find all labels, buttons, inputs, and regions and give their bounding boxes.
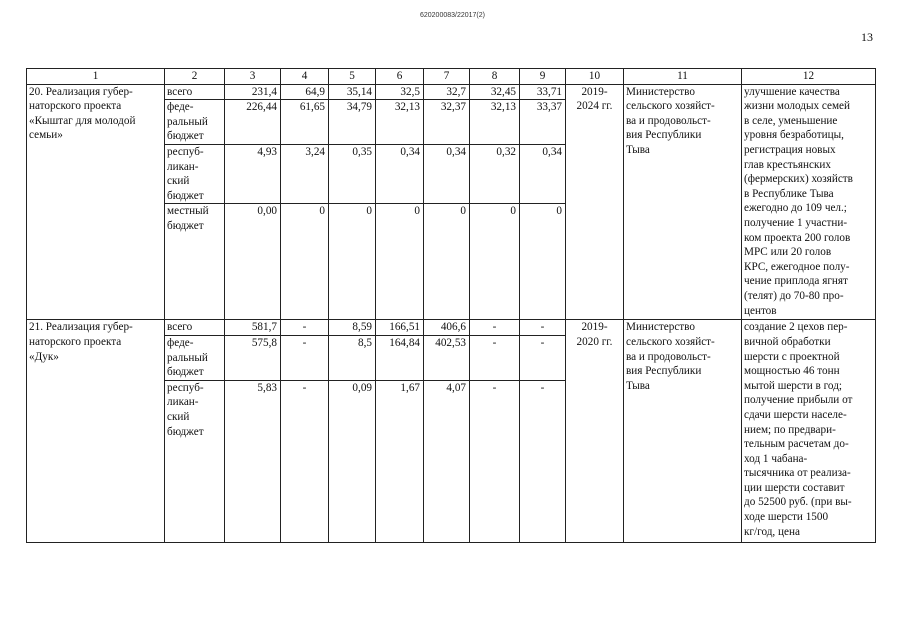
value-cell: 33,71 <box>520 84 566 100</box>
value-cell: - <box>470 320 520 336</box>
value-cell: 0,35 <box>329 144 376 203</box>
header-cell: 6 <box>376 69 424 85</box>
value-cell: 0 <box>281 204 329 320</box>
value-cell: - <box>281 335 329 380</box>
header-cell: 5 <box>329 69 376 85</box>
value-cell: 164,84 <box>376 335 424 380</box>
value-cell: 4,07 <box>424 380 470 542</box>
document-id: 620200083/22017(2) <box>419 12 485 19</box>
value-cell: - <box>470 335 520 380</box>
value-cell: - <box>520 335 566 380</box>
funding-source-cell: всего <box>165 320 225 336</box>
value-cell: 226,44 <box>225 100 281 145</box>
header-cell: 8 <box>470 69 520 85</box>
value-cell: 8,5 <box>329 335 376 380</box>
header-cell: 9 <box>520 69 566 85</box>
funding-source-cell: всего <box>165 84 225 100</box>
header-cell: 11 <box>624 69 742 85</box>
value-cell: 34,79 <box>329 100 376 145</box>
header-cell: 12 <box>742 69 876 85</box>
value-cell: 581,7 <box>225 320 281 336</box>
value-cell: 32,45 <box>470 84 520 100</box>
value-cell: 0 <box>329 204 376 320</box>
value-cell: 32,37 <box>424 100 470 145</box>
value-cell: 0 <box>520 204 566 320</box>
table-row <box>27 320 876 336</box>
value-cell: - <box>520 380 566 542</box>
funding-source-cell: респуб- ликан- ский бюджет <box>165 380 225 542</box>
value-cell: 61,65 <box>281 100 329 145</box>
value-cell: 406,6 <box>424 320 470 336</box>
value-cell: - <box>281 380 329 542</box>
funding-source-cell: феде- ральный бюджет <box>165 335 225 380</box>
executor-cell: Министерство сельского хозяйст- ва и продовольст- вия Республики Тыва <box>624 320 742 542</box>
value-cell: 0,34 <box>424 144 470 203</box>
project-name-cell: 21. Реализация губер- наторского проекта «Дук» <box>27 320 165 542</box>
value-cell: 3,24 <box>281 144 329 203</box>
header-cell: 4 <box>281 69 329 85</box>
value-cell: 0,32 <box>470 144 520 203</box>
value-cell: 166,51 <box>376 320 424 336</box>
value-cell: 1,67 <box>376 380 424 542</box>
value-cell: 0,00 <box>225 204 281 320</box>
value-cell: 8,59 <box>329 320 376 336</box>
period-cell: 2019- 2020 гг. <box>566 320 624 542</box>
value-cell: 5,83 <box>225 380 281 542</box>
project-name-cell: 20. Реализация губер- наторского проекта «Кыштаг для молодой семьи» <box>27 84 165 320</box>
value-cell: 575,8 <box>225 335 281 380</box>
header-cell: 1 <box>27 69 165 85</box>
value-cell: 0 <box>424 204 470 320</box>
executor-cell: Министерство сельского хозяйст- ва и продовольст- вия Республики Тыва <box>624 84 742 320</box>
header-row <box>27 69 876 85</box>
value-cell: - <box>520 320 566 336</box>
value-cell: 0,34 <box>376 144 424 203</box>
value-cell: 402,53 <box>424 335 470 380</box>
funding-source-cell: местный бюджет <box>165 204 225 320</box>
header-cell: 7 <box>424 69 470 85</box>
table-row <box>27 84 876 100</box>
value-cell: 32,13 <box>376 100 424 145</box>
result-cell: улучшение качества жизни молодых семей в селе, уменьшение уровня безработицы, регистрация новых глав крестьянских (фермерских) хозяйств в Республике Тыва ежегодно до 109 чел.; получение 1 участни- ком проекта 200 голов МРС или 20 голов КРС, ежегодное полу- чение приплода ягнят (телят) до 70-80 про- центов <box>742 84 876 320</box>
value-cell: 32,5 <box>376 84 424 100</box>
value-cell: 0 <box>470 204 520 320</box>
value-cell: 35,14 <box>329 84 376 100</box>
funding-source-cell: феде- ральный бюджет <box>165 100 225 145</box>
value-cell: - <box>470 380 520 542</box>
value-cell: 32,13 <box>470 100 520 145</box>
value-cell: 0,34 <box>520 144 566 203</box>
value-cell: 32,7 <box>424 84 470 100</box>
value-cell: 64,9 <box>281 84 329 100</box>
value-cell: 4,93 <box>225 144 281 203</box>
funding-source-cell: респуб- ликан- ский бюджет <box>165 144 225 203</box>
result-cell: создание 2 цехов пер- вичной обработки шерсти с проектной мощностью 46 тонн мытой шерсти в год; получение прибыли от сдачи шерсти населе- нием; по предвари- тельным расчетам до- ход 1 чабана- тысячника от реализа- ции шерсти составит до 52500 руб. (при вы- ходе шерсти 1500 кг/год, цена <box>742 320 876 542</box>
value-cell: 33,37 <box>520 100 566 145</box>
value-cell: 231,4 <box>225 84 281 100</box>
page-number: 13 <box>861 30 873 44</box>
budget-table <box>26 68 876 543</box>
value-cell: 0,09 <box>329 380 376 542</box>
header-cell: 2 <box>165 69 225 85</box>
header-cell: 10 <box>566 69 624 85</box>
value-cell: - <box>281 320 329 336</box>
period-cell: 2019- 2024 гг. <box>566 84 624 320</box>
value-cell: 0 <box>376 204 424 320</box>
header-cell: 3 <box>225 69 281 85</box>
